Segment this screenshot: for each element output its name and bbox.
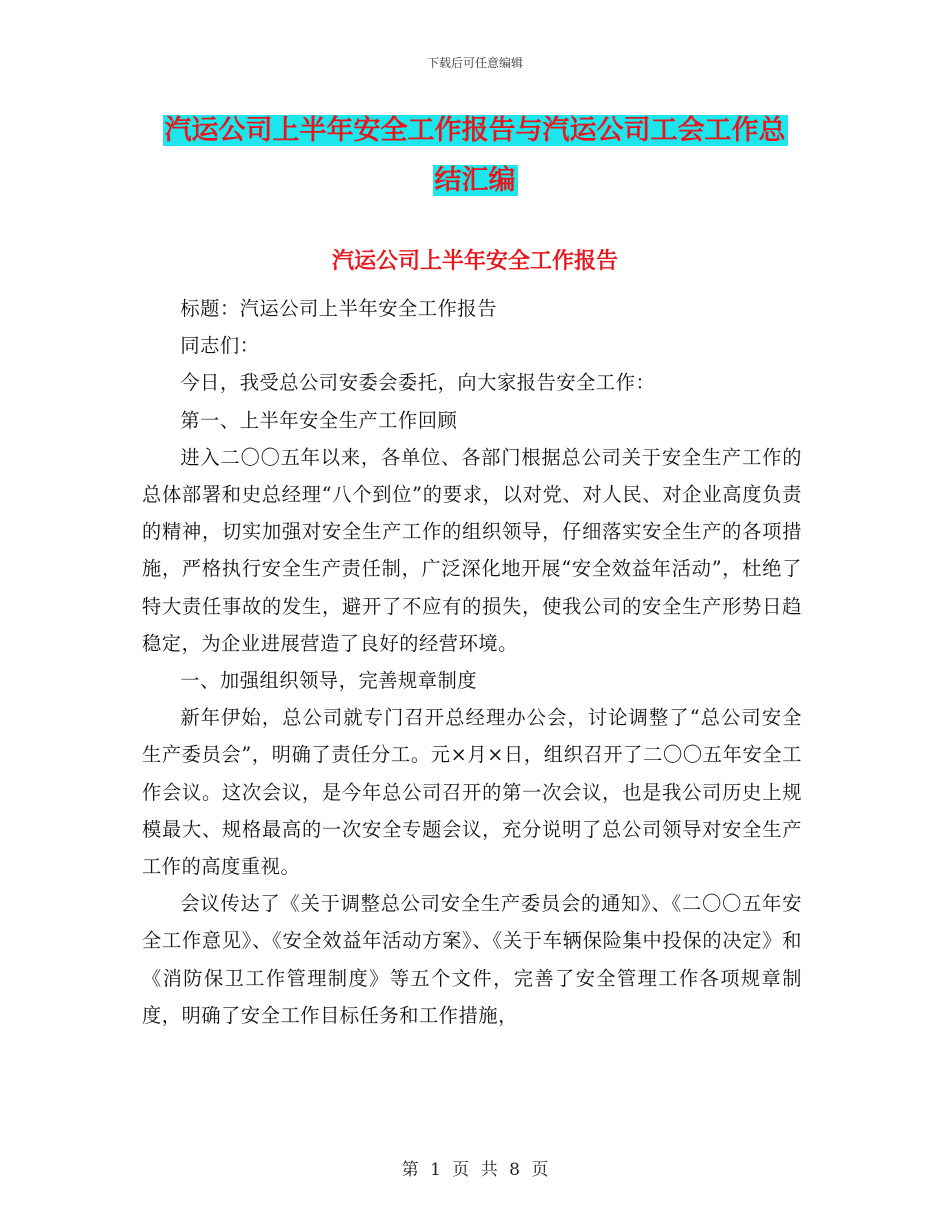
paragraph-review: 进入二〇〇五年以来，各单位、各部门根据总公司关于安全生产工作的总体部署和史总经理“八个到位”的要求，以对党、对人民、对企业高度负责的精神，切实加强对安全生产工作的组织领导，仔细落实安全生产的各项措施，严格执行安全生产责任制，广泛深化地开展“安全效益年活动”，杜绝了特大责任事故的发生，避开了不应有的损失，使我公司的安全生产形势日趋稳定，为企业进展营造了良好的经营环境。 xyxy=(142,445,802,655)
paragraph-subject: 标题：汽运公司上半年安全工作报告 xyxy=(180,297,497,320)
header-note: 下载后可任意编辑 xyxy=(426,56,523,70)
document-title-line-2: 结汇编 xyxy=(434,165,516,196)
paragraph-meeting: 新年伊始，总公司就专门召开总经理办公会，讨论调整了“总公司安全生产委员会”，明确了责任分工。元×月×日，组织召开了二〇〇五年安全工作会议。这次会议，是今年总公司召开的第一次会议，也是我公司历史上规模最大、规格最高的一次安全专题会议，充分说明了总公司领导对安全生产工作的高度重视。 xyxy=(142,706,802,879)
document-title-line-1: 汽运公司上半年安全工作报告与汽运公司工会工作总 xyxy=(164,115,786,146)
paragraph-heading-review: 第一、上半年安全生产工作回顾 xyxy=(180,408,458,432)
body-text xyxy=(142,290,802,1034)
paragraph-salutation: 同志们： xyxy=(180,334,260,358)
document-title xyxy=(140,106,810,206)
page-footer: 第 1 页 共 8 页 xyxy=(401,1160,549,1180)
section-title: 汽运公司上半年安全工作报告 xyxy=(331,249,618,274)
paragraph-documents: 会议传达了《关于调整总公司安全生产委员会的通知》、《二〇〇五年安全工作意见》、《安全效益年活动方案》、《关于车辆保险集中投保的决定》和《消防保卫工作管理制度》等五个文件，完善了安全管理工作各项规章制度，明确了安全工作目标任务和工作措施， xyxy=(142,892,802,1027)
paragraph-heading-leadership: 一、加强组织领导，完善规章制度 xyxy=(180,669,478,693)
paragraph-intro: 今日，我受总公司安委会委托，向大家报告安全工作： xyxy=(180,371,656,395)
